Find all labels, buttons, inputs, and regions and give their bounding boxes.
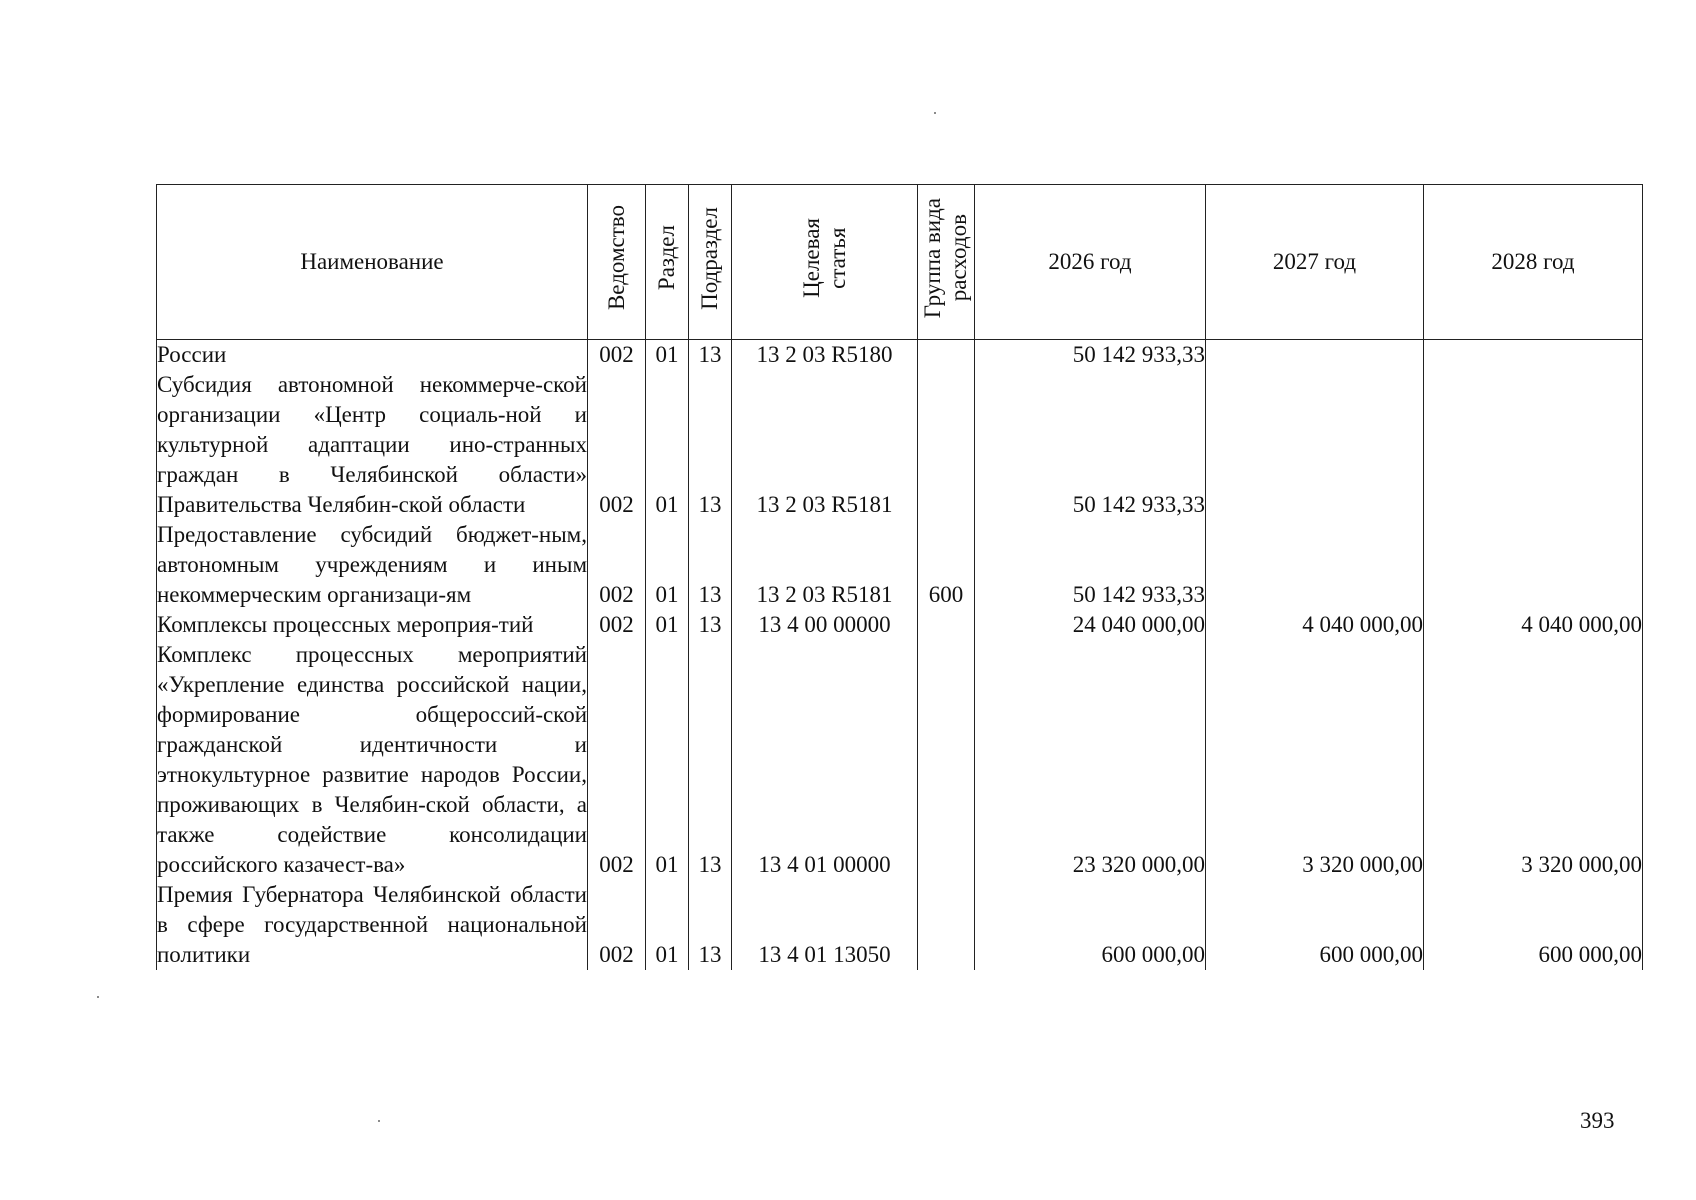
row-target: 13 2 03 R5181	[732, 520, 918, 610]
table-row	[157, 610, 1643, 640]
row-subsection: 13	[689, 340, 732, 371]
row-name: России	[157, 340, 588, 371]
row-2028	[1424, 340, 1643, 371]
row-name: Премия Губернатора Челябинской области в сфере государственной национальной политики	[157, 880, 588, 970]
header-dept: Ведомство	[588, 185, 646, 340]
row-2026: 23 320 000,00	[975, 640, 1206, 880]
page-number: 393	[1580, 1108, 1615, 1133]
header-name: Наименование	[157, 185, 588, 340]
header-2028: 2028 год	[1424, 185, 1643, 340]
row-group	[918, 880, 975, 970]
header-2027: 2027 год	[1206, 185, 1424, 340]
scan-speck	[378, 1120, 380, 1122]
row-2028	[1424, 520, 1643, 610]
row-group	[918, 340, 975, 371]
row-dept: 002	[588, 520, 646, 610]
row-subsection: 13	[689, 880, 732, 970]
row-2026: 50 142 933,33	[975, 370, 1206, 520]
row-target: 13 2 03 R5180	[732, 340, 918, 371]
row-2028: 600 000,00	[1424, 880, 1643, 970]
row-target: 13 4 01 13050	[732, 880, 918, 970]
row-section: 01	[646, 520, 689, 610]
row-2027	[1206, 370, 1424, 520]
scan-speck	[97, 996, 99, 998]
row-target: 13 4 00 00000	[732, 610, 918, 640]
row-subsection: 13	[689, 370, 732, 520]
row-group	[918, 610, 975, 640]
row-group	[918, 640, 975, 880]
row-section: 01	[646, 340, 689, 371]
table-row	[157, 370, 1643, 520]
table-row	[157, 340, 1643, 371]
row-2027	[1206, 340, 1424, 371]
scan-speck	[934, 112, 936, 114]
row-target: 13 2 03 R5181	[732, 370, 918, 520]
table-row	[157, 640, 1643, 880]
row-dept: 002	[588, 370, 646, 520]
row-2026: 50 142 933,33	[975, 520, 1206, 610]
header-section: Раздел	[646, 185, 689, 340]
row-dept: 002	[588, 610, 646, 640]
row-dept: 002	[588, 640, 646, 880]
header-target: Целевая статья	[732, 185, 918, 340]
header-expense-group: Группа вида расходов	[918, 185, 975, 340]
row-name: Предоставление субсидий бюджет-ным, автономным учреждениям и иным некоммерческим организаци-ям	[157, 520, 588, 610]
header-2026: 2026 год	[975, 185, 1206, 340]
row-section: 01	[646, 370, 689, 520]
row-name: Субсидия автономной некоммерче-ской организации «Центр социаль-ной и культурной адаптации ино-странных граждан в Челябинской области» Правительства Челябин-ской области	[157, 370, 588, 520]
row-subsection: 13	[689, 520, 732, 610]
table-header	[157, 185, 1643, 340]
row-2026: 24 040 000,00	[975, 610, 1206, 640]
row-2027: 600 000,00	[1206, 880, 1424, 970]
row-2026: 50 142 933,33	[975, 340, 1206, 371]
row-section: 01	[646, 610, 689, 640]
header-subsection: Подраздел	[689, 185, 732, 340]
row-2028	[1424, 370, 1643, 520]
row-dept: 002	[588, 880, 646, 970]
row-section: 01	[646, 640, 689, 880]
row-group	[918, 370, 975, 520]
row-2027: 4 040 000,00	[1206, 610, 1424, 640]
row-section: 01	[646, 880, 689, 970]
row-name: Комплекс процессных мероприятий «Укрепление единства российской нации, формирование общероссий-ской гражданской идентичности и этнокультурное развитие народов России, проживающих в Челябин-ской области, а также содействие консолидации российского казачест-ва»	[157, 640, 588, 880]
row-name: Комплексы процессных мероприя-тий	[157, 610, 588, 640]
row-2027: 3 320 000,00	[1206, 640, 1424, 880]
row-target: 13 4 01 00000	[732, 640, 918, 880]
table-row	[157, 520, 1643, 610]
row-2027	[1206, 520, 1424, 610]
row-subsection: 13	[689, 610, 732, 640]
budget-table	[156, 184, 1643, 970]
table-row	[157, 880, 1643, 970]
row-2026: 600 000,00	[975, 880, 1206, 970]
row-dept: 002	[588, 340, 646, 371]
row-group: 600	[918, 520, 975, 610]
row-2028: 3 320 000,00	[1424, 640, 1643, 880]
row-2028: 4 040 000,00	[1424, 610, 1643, 640]
row-subsection: 13	[689, 640, 732, 880]
